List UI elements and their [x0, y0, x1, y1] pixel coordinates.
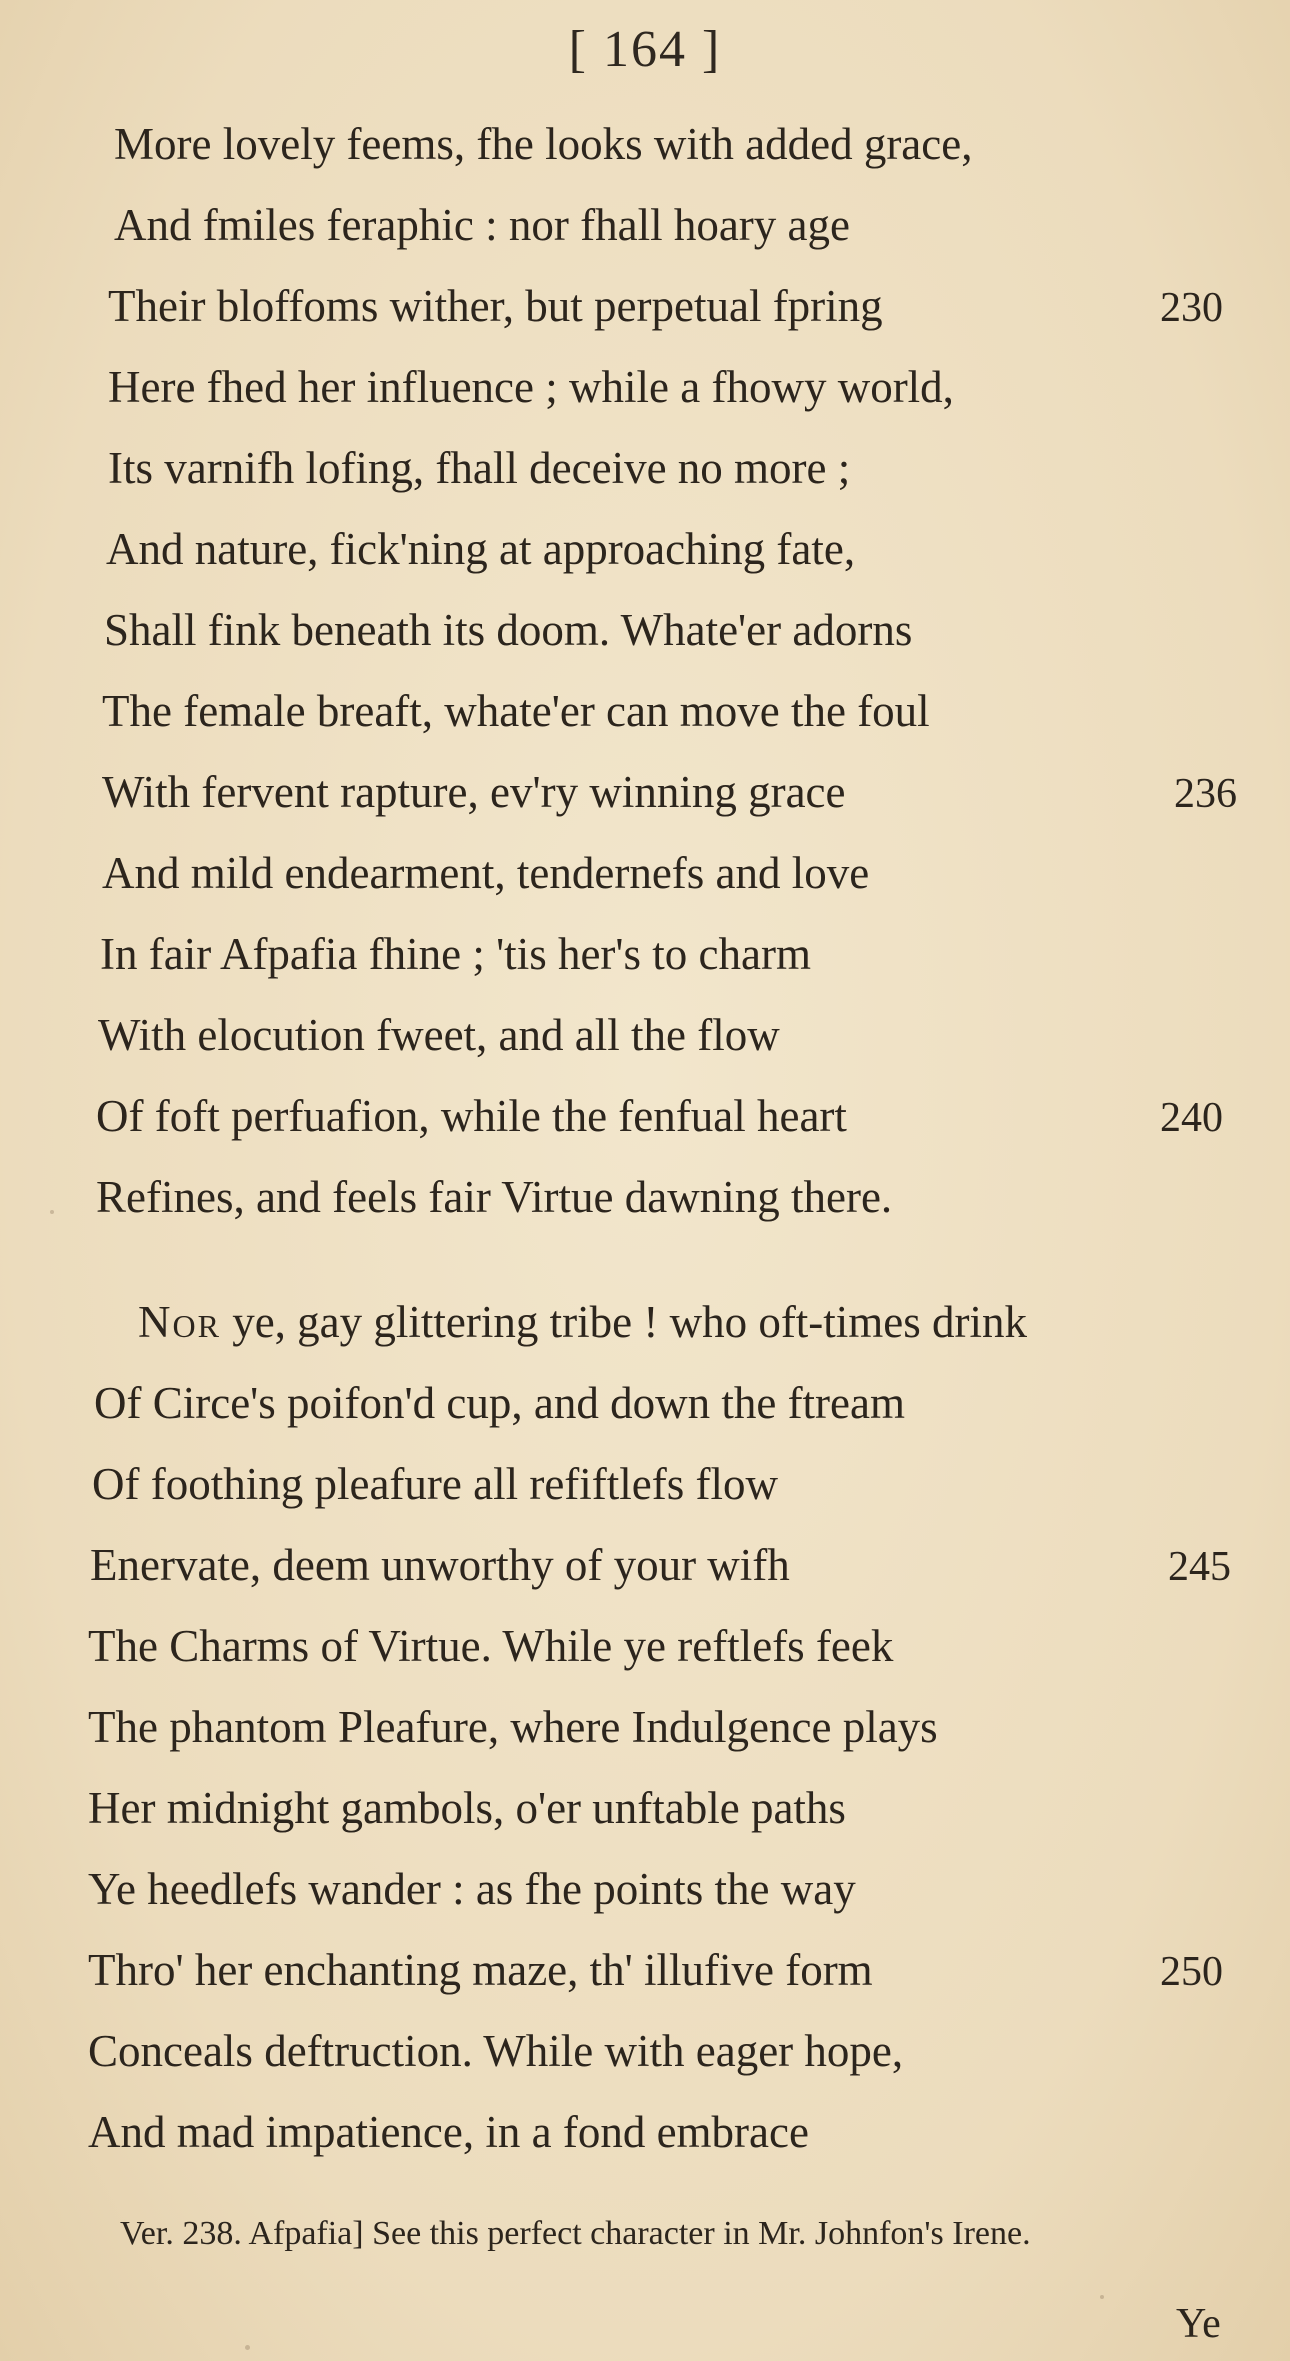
verse-line: Of foothing pleafure all refiftlefs flow	[92, 1459, 778, 1509]
verse-line: Refines, and feels fair Virtue dawning there.	[96, 1172, 893, 1222]
verse-line: And mad impatience, in a fond embrace	[88, 2107, 809, 2157]
verse-line-opening	[138, 1296, 1027, 1348]
verse-line: Enervate, deem unworthy of your wifh	[90, 1540, 790, 1590]
verse-line: More lovely feems, fhe looks with added grace,	[114, 119, 973, 169]
verse-line: Here fhed her influence ; while a fhowy world,	[108, 362, 954, 412]
paper-speck	[1100, 2295, 1104, 2299]
verse-line: Their bloffoms wither, but perpetual fpring	[108, 281, 883, 331]
verse-line: Its varnifh lofing, fhall deceive no more ;	[108, 443, 851, 493]
opening-word: Nor	[138, 1297, 221, 1347]
line-number: 250	[1160, 1949, 1223, 1995]
verse-line: The Charms of Virtue. While ye reftlefs feek	[88, 1621, 894, 1671]
verse-line: Thro' her enchanting maze, th' illufive form	[88, 1945, 873, 1995]
paper-speck	[245, 2345, 250, 2350]
paper-speck	[50, 1210, 54, 1214]
verse-line: The phantom Pleafure, where Indulgence plays	[88, 1702, 938, 1752]
line-number: 236	[1174, 771, 1237, 817]
verse-line: Of Circe's poifon'd cup, and down the ftream	[94, 1378, 905, 1428]
verse-line: And nature, fick'ning at approaching fate,	[106, 524, 856, 574]
verse-line: Ye heedlefs wander : as fhe points the way	[88, 1864, 856, 1914]
verse-line: And mild endearment, tendernefs and love	[102, 848, 870, 898]
page-number: [ 164 ]	[568, 21, 722, 78]
verse-line: With elocution fweet, and all the flow	[98, 1010, 780, 1060]
line-number: 230	[1160, 285, 1223, 331]
verse-line: Her midnight gambols, o'er unftable paths	[88, 1783, 846, 1833]
opening-line-rest: ye, gay glittering tribe ! who oft-times drink	[220, 1297, 1028, 1347]
verse-line: In fair Afpafia fhine ; 'tis her's to charm	[100, 929, 811, 979]
catchword: Ye	[1176, 2301, 1221, 2347]
line-number: 240	[1160, 1095, 1223, 1141]
line-number: 245	[1168, 1544, 1231, 1590]
verse-line: And fmiles feraphic : nor fhall hoary age	[114, 200, 850, 250]
verse-line: Shall fink beneath its doom. Whate'er adorns	[104, 605, 913, 655]
verse-line: The female breaft, whate'er can move the foul	[102, 686, 930, 736]
verse-line: Conceals deftruction. While with eager hope,	[88, 2026, 904, 2076]
verse-line: Of foft perfuafion, while the fenfual heart	[96, 1091, 847, 1141]
verse-line: With fervent rapture, ev'ry winning grace	[102, 767, 846, 817]
footnote: Ver. 238. Afpafia] See this perfect character in Mr. Johnfon's Irene.	[120, 2215, 1031, 2252]
